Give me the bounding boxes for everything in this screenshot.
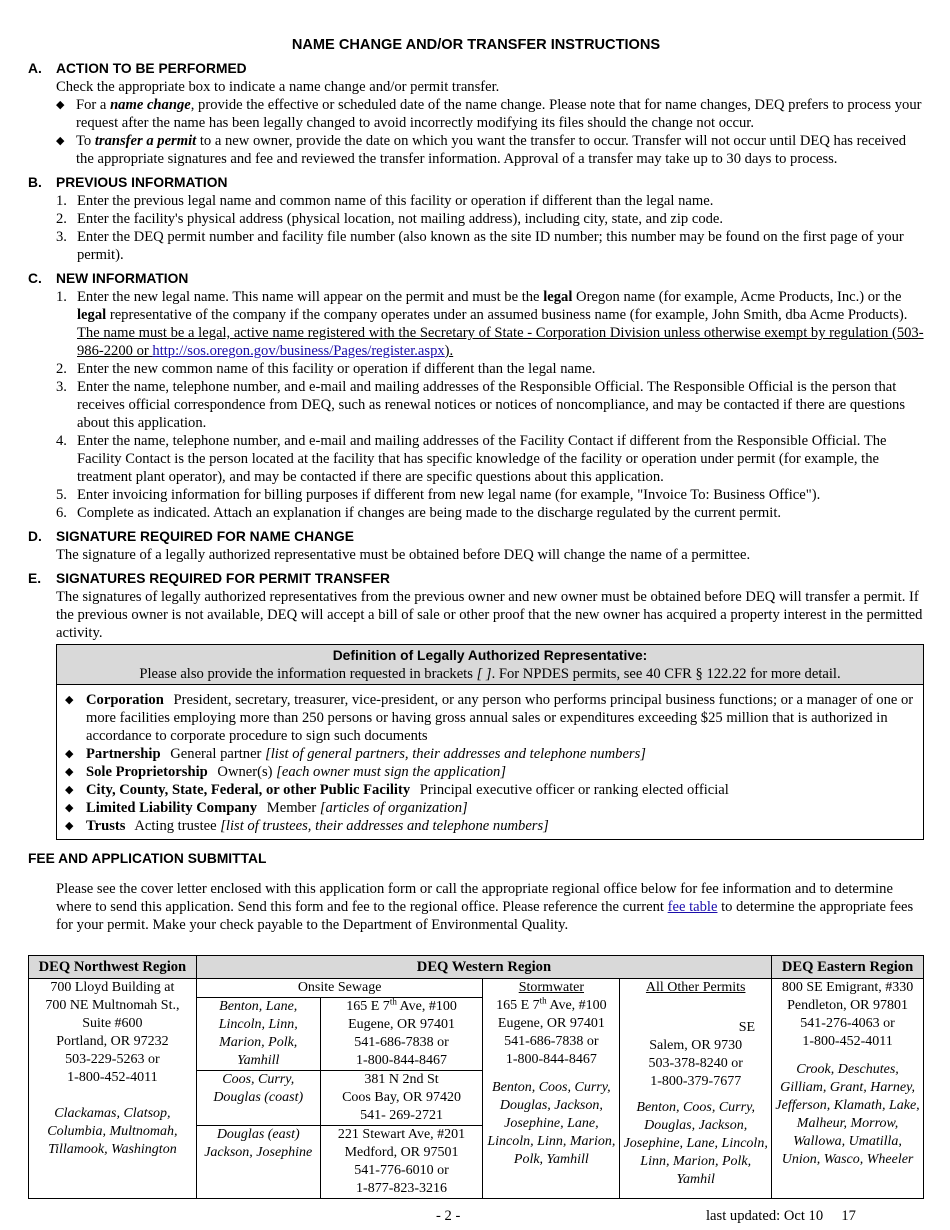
list-item: ◆ For a name change, provide the effective or scheduled date of the name change. Please note that for name changes, DEQ prefers to process your request after the name has been legally changed to avoid incorrectly modifying its files should the change not occur. <box>56 97 922 131</box>
diamond-bullet-icon: ◆ <box>65 820 74 832</box>
definition-list <box>57 685 923 839</box>
list-item: 3. Enter the DEQ permit number and facility file number (also known as the site ID number; this number may be found on the first page of your permit). <box>56 229 904 263</box>
onsite-counties-2: Coos, Curry, Douglas (coast) <box>196 1071 320 1126</box>
onsite-sewage-label: Onsite Sewage <box>196 979 483 998</box>
section-d-heading: D. SIGNATURE REQUIRED FOR NAME CHANGE <box>28 529 354 544</box>
last-updated: last updated: Oct 10 17 <box>706 1208 856 1224</box>
definition-subtitle: Please also provide the information requested in brackets [ ]. For NPDES permits, see 40 CFR § 122.22 for more detail. <box>139 666 841 682</box>
definition-header <box>57 645 923 685</box>
stormwater-counties: Benton, Coos, Curry, Douglas, Jackson, Josephine, Lane, Lincoln, Linn, Marion, Polk, Yamhill <box>487 1080 616 1167</box>
northwest-header: DEQ Northwest Region <box>29 956 197 979</box>
diamond-bullet-icon: ◆ <box>56 135 65 147</box>
document-page <box>28 36 924 934</box>
other-permits-counties: Benton, Coos, Curry, Douglas, Jackson, Josephine, Lane, Lincoln, Linn, Marion, Polk, Yamhil <box>623 1100 768 1187</box>
other-permits-cell: All Other Permits SE Salem, OR 9730 503-378-8240 or 1-800-379-7677 Benton, Coos, Curry, Douglas, Jackson, Josephine, Lane, Lincoln, Linn, Marion, Polk, Yamhil <box>620 979 772 1199</box>
section-c-body <box>56 288 924 522</box>
section-c-heading: C. NEW INFORMATION <box>28 271 189 286</box>
onsite-office-3: 221 Stewart Ave, #201 Medford, OR 97501 541-776-6010 or 1-877-823-3216 <box>320 1126 483 1199</box>
eastern-header: DEQ Eastern Region <box>772 956 924 979</box>
diamond-bullet-icon: ◆ <box>56 99 65 111</box>
stormwater-cell: Stormwater 165 E 7th Ave, #100 Eugene, OR 97401 541-686-7838 or 1-800-844-8467 Benton, Coos, Curry, Douglas, Jackson, Josephine, Lane, Lincoln, Linn, Marion, Polk, Yamhill <box>483 979 620 1199</box>
diamond-bullet-icon: ◆ <box>65 694 74 706</box>
list-item: 2. Enter the facility's physical address (physical location, not mailing address), including city, state, and zip code. <box>56 211 724 227</box>
section-a-intro: Check the appropriate box to indicate a name change and/or permit transfer. <box>56 79 500 95</box>
list-item: 1. Enter the previous legal name and common name of this facility or operation if different than the legal name. <box>56 193 714 209</box>
sos-register-link[interactable]: http://sos.oregon.gov/business/Pages/register.aspx <box>152 343 445 359</box>
onsite-counties-1: Benton, Lane, Lincoln, Linn, Marion, Polk, Yamhill <box>196 998 320 1071</box>
northwest-counties: Clackamas, Clatsop, Columbia, Multnomah, Tillamook, Washington <box>47 1106 178 1157</box>
fee-table-link[interactable]: fee table <box>667 899 718 915</box>
list-item: 4. Enter the name, telephone number, and e-mail and mailing addresses of the Facility Contact if different from the Responsible Official. The Facility Contact is the person located at the facility that has specific knowledge of the facility or operation under permit (for example, the treatment plant operator), and may be contacted if there are specific questions about this application. <box>56 433 887 485</box>
onsite-office-1: 165 E 7th Ave, #100 Eugene, OR 97401 541-686-7838 or 1-800-844-8467 <box>320 998 483 1071</box>
section-e-heading: E. SIGNATURES REQUIRED FOR PERMIT TRANSFER <box>28 571 390 586</box>
regional-offices-table <box>28 955 924 1199</box>
diamond-bullet-icon: ◆ <box>65 784 74 796</box>
eastern-counties: Crook, Deschutes, Gilliam, Grant, Harney, Jefferson, Klamath, Lake, Malheur, Morrow, Wallowa, Umatilla, Union, Wasco, Wheeler <box>775 1062 920 1167</box>
page-title: NAME CHANGE AND/OR TRANSFER INSTRUCTIONS <box>291 37 661 53</box>
list-item: ◆ Partnership General partner [list of general partners, their addresses and telephone numbers] <box>65 746 646 762</box>
list-item: ◆ City, County, State, Federal, or other Public Facility Principal executive officer or ranking elected official <box>65 782 729 798</box>
northwest-cell: 700 Lloyd Building at 700 NE Multnomah St., Suite #600 Portland, OR 97232 503-229-5263 or 1-800-452-4011 Clackamas, Clatsop, Columbia, Multnomah, Tillamook, Washington <box>29 979 197 1199</box>
onsite-counties-3: Douglas (east) Jackson, Josephine <box>196 1126 320 1199</box>
diamond-bullet-icon: ◆ <box>65 802 74 814</box>
list-item: ◆ To transfer a permit to a new owner, provide the date on which you want the transfer to occur. Transfer will not occur until DEQ has received the appropriate signatures and fee and reviewed the transfer information. Approval of a transfer may take up to 30 days to process. <box>56 133 907 167</box>
list-item: 5. Enter invoicing information for billing purposes if different from new legal name (for example, "Invoice To: Business Office"). <box>56 487 821 503</box>
list-item: ◆ Limited Liability Company Member [articles of organization] <box>65 800 468 816</box>
fee-body: Please see the cover letter enclosed with this application form or call the appropriate regional office below for fee information and to determine where to send this application. Send this form and fee to the regional office. Please reference the current fee table to determine the appropriate fees for your permit. Make your check payable to the Department of Environmental Quality. <box>56 881 914 933</box>
page-number: - 2 - <box>436 1208 461 1224</box>
list-item: 6. Complete as indicated. Attach an explanation if changes are being made to the discharge regulated by the current permit. <box>56 505 782 521</box>
fee-heading: FEE AND APPLICATION SUBMITTAL <box>28 851 267 866</box>
section-d-body: The signature of a legally authorized representative must be obtained before DEQ will change the name of a permittee. <box>56 547 751 563</box>
western-header: DEQ Western Region <box>196 956 771 979</box>
list-item: 1. Enter the new legal name. This name will appear on the permit and must be the legal Oregon name (for example, Acme Products, Inc.) or the legal representative of the company if the company operates under an assumed business name (for example, John Smith, dba Acme Products). The name must be a legal, active name registered with the Secretary of State - Corporation Division unless otherwise exempt by regulation (503-986-2200 or http://sos.oregon.gov/business/Pages/register.aspx). <box>56 289 924 359</box>
list-item: 2. Enter the new common name of this facility or operation if different than the legal name. <box>56 361 596 377</box>
section-b-heading: B. PREVIOUS INFORMATION <box>28 175 228 190</box>
section-a-body <box>56 78 924 168</box>
list-item: ◆ Corporation President, secretary, treasurer, vice-president, or any person who performs principal business functions; or a manager of one or more facilities employing more than 250 persons or having gross annual sales or expenditures exceeding $25 million that is authorized in accordance to corporate procedure to sign such documents <box>65 692 914 744</box>
list-item: ◆ Trusts Acting trustee [list of trustees, their addresses and telephone numbers] <box>65 818 549 834</box>
diamond-bullet-icon: ◆ <box>65 748 74 760</box>
definition-box <box>56 644 924 840</box>
list-item: 3. Enter the name, telephone number, and e-mail and mailing addresses of the Responsible Official. The Responsible Official is the person that receives official correspondence from DEQ, such as renewal notices or notices of noncompliance, and may be contacted if there are questions about this application. <box>56 379 906 431</box>
definition-title: Definition of Legally Authorized Representative: <box>332 648 648 663</box>
diamond-bullet-icon: ◆ <box>65 766 74 778</box>
list-item: ◆ Sole Proprietorship Owner(s) [each owner must sign the application] <box>65 764 507 780</box>
onsite-office-2: 381 N 2nd St Coos Bay, OR 97420 541- 269-2721 <box>320 1071 483 1126</box>
eastern-cell: 800 SE Emigrant, #330 Pendleton, OR 97801 541-276-4063 or 1-800-452-4011 Crook, Deschutes, Gilliam, Grant, Harney, Jefferson, Klamath, Lake, Malheur, Morrow, Wallowa, Umatilla, Union, Wasco, Wheeler <box>772 979 924 1199</box>
section-a-heading: A. ACTION TO BE PERFORMED <box>28 61 247 76</box>
section-e-body: The signatures of legally authorized representatives from the previous owner and new owner must be obtained before DEQ will transfer a permit. If the previous owner is not available, DEQ will accept a bill of sale or other proof that the new owner has acquired a property interest in the permitted activity. <box>56 589 923 641</box>
section-b-body <box>56 192 924 264</box>
